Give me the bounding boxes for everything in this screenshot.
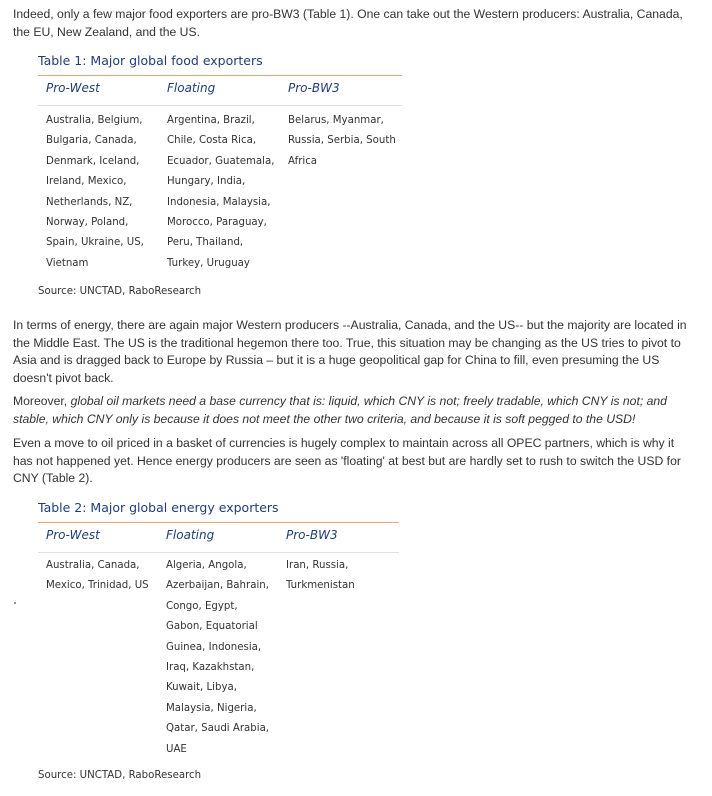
table-1-header-row [38,76,402,106]
table-cell: Hungary, India, [167,176,246,188]
oil-markets-lead: Moreover, [13,394,71,408]
table-cell: Iran, Russia, [286,560,349,571]
table-2-column-floating [166,556,269,760]
table-cell: Norway, Poland, [46,217,129,229]
table-1-column-floating [167,111,274,274]
table-1-header-pro-bw3: Pro-BW3 [288,81,340,95]
table-cell: Russia, Serbia, South [288,135,396,147]
table-2-body [38,556,399,776]
table-cell: UAE [166,743,187,755]
stray-dot [14,602,16,604]
table-1-column-pro-bw3 [288,111,396,172]
basket-paragraph: Even a move to oil priced in a basket of currencies is hugely complex to maintain across all OPEC partners, which is why it has not happened yet. Hence energy producers are seen as 'floating' at best but are hardly set to rush to switch the USD for CNY (Table 2). [13,436,681,485]
table-cell: Australia, Belgium, [46,115,143,126]
table-2-header-pro-bw3: Pro-BW3 [286,528,338,542]
table-cell: Ecuador, Guatemala, [167,155,275,167]
table-cell: Turkey, Uruguay [167,257,250,269]
table-cell: Vietnam [46,257,89,269]
table-cell: Guinea, Indonesia, [166,641,262,653]
table-2 [38,498,399,781]
table-cell: Turkmenistan [286,580,355,592]
table-1-header-pro-west: Pro-West [46,81,100,95]
table-cell: Gabon, Equatorial [166,621,258,633]
table-2-column-pro-bw3 [286,556,355,597]
intro-paragraph: Indeed, only a few major food exporters are pro-BW3 (Table 1). One can take out the Western producers: Australia, Canada, the EU, New Zealand, and the US. [13,7,683,39]
table-cell: Spain, Ukraine, US, [46,237,144,249]
table-2-title: Table 2: Major global energy exporters [38,500,279,515]
table-2-header-floating: Floating [166,528,215,542]
table-cell: Argentina, Brazil, [167,115,255,126]
table-1-column-pro-west [46,111,144,274]
table-2-header-row [38,523,399,553]
energy-paragraph: In terms of energy, there are again major Western producers --Australia, Canada, and the US-- but the majority are located in the Middle East. The US is the traditional hegemon there too. True, this situation may be changing as the US tries to pivot to Asia and is dragged back to Europe by Russia – but it is a huge geopolitical gap for China to fill, even presuming the US doesn't pivot back. [13,318,687,385]
table-cell: Ireland, Mexico, [46,176,127,188]
table-cell: Netherlands, NZ, [46,196,133,208]
table-cell: Chile, Costa Rica, [167,135,257,147]
oil-markets-italic: global oil markets need a base currency that is: liquid, which CNY is not; freely tradable, which CNY is not; and stable, which CNY only is because it does not meet the other two criteria, and because it is soft pegged to the USD! [13,394,667,426]
table-cell: Belarus, Myanmar, [288,115,384,126]
table-cell: Mexico, Trinidad, US [46,580,149,592]
table-2-header-pro-west: Pro-West [46,528,100,542]
table-cell: Azerbaijan, Bahrain, [166,580,269,592]
table-cell: Qatar, Saudi Arabia, [166,723,270,735]
table-cell: Bulgaria, Canada, [46,135,137,147]
table-cell: Congo, Egypt, [166,600,238,612]
table-cell: Australia, Canada, [46,560,140,571]
table-cell: Morocco, Paraguay, [167,217,267,229]
table-1-title: Table 1: Major global food exporters [38,53,263,68]
table-cell: Malaysia, Nigeria, [166,702,257,714]
table-1-body [38,111,402,287]
table-2-source: Source: UNCTAD, RaboResearch [38,770,202,781]
table-1-header-floating: Floating [167,81,216,95]
table-cell: Denmark, Iceland, [46,155,140,167]
table-cell: Indonesia, Malaysia, [167,196,271,208]
oil-markets-paragraph [13,393,693,428]
table-cell: Africa [288,155,318,167]
table-cell: Algeria, Angola, [166,560,247,571]
table-cell: Peru, Thailand, [167,237,244,249]
table-2-column-pro-west [46,556,149,597]
table-cell: Kuwait, Libya, [166,682,237,694]
table-1-source: Source: UNCTAD, RaboResearch [38,286,202,297]
table-cell: Iraq, Kazakhstan, [166,662,255,674]
table-1 [38,51,402,297]
